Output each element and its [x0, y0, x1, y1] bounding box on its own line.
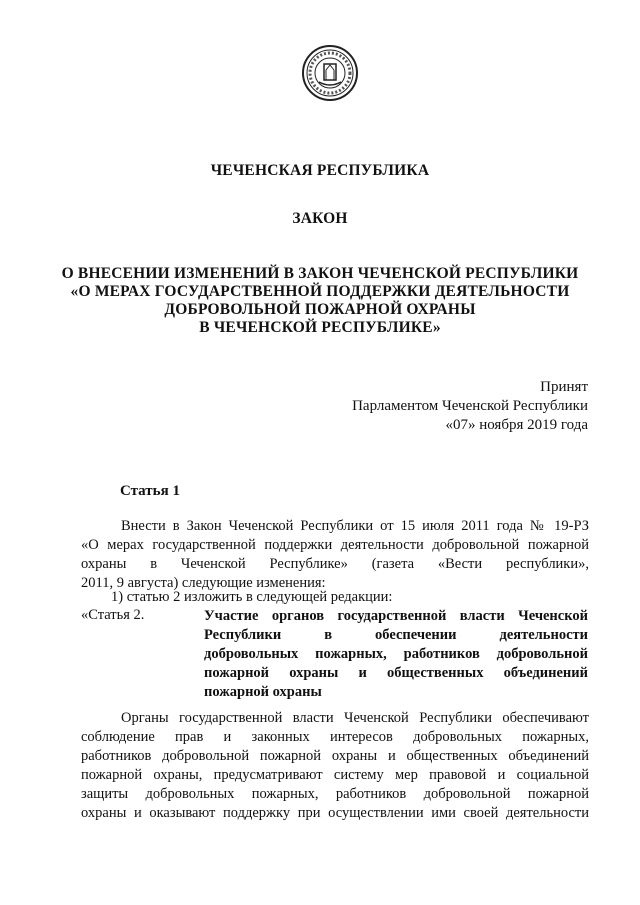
law-title [0, 265, 640, 337]
law-title-line: О ВНЕСЕНИИ ИЗМЕНЕНИЙ В ЗАКОН ЧЕЧЕНСКОЙ РЕСПУБЛИКИ [61, 265, 579, 282]
text-line: пожарной охраны и общественных объединений [204, 665, 588, 681]
article-heading: Статья 1 [120, 483, 180, 499]
article2-paragraph [81, 709, 589, 823]
article2-label: «Статья 2. [81, 607, 145, 623]
law-title-line: ДОБРОВОЛЬНОЙ ПОЖАРНОЙ ОХРАНЫ [164, 301, 476, 318]
text-line: «О мерах государственной поддержки деятельности добровольной пожарной [81, 537, 589, 553]
text-line: работников добровольной пожарной охраны и общественных объединений [81, 748, 589, 764]
text-line: Республики в обеспечении деятельности [204, 627, 588, 643]
adopted-label: Принят [540, 379, 588, 395]
text-line: пожарной охраны [204, 684, 322, 700]
republic-heading: ЧЕЧЕНСКАЯ РЕСПУБЛИКА [210, 162, 430, 179]
amendment-item: 1) статью 2 изложить в следующей редакции: [111, 589, 393, 605]
document-type: ЗАКОН [292, 210, 348, 227]
adopted-date: «07» ноября 2019 года [445, 417, 588, 433]
text-line: охраны в Чеченской Республике» (газета «Вести республики», [81, 556, 589, 572]
text-line: Внести в Закон Чеченской Республики от 15 июля 2011 года № 19-РЗ [121, 518, 589, 534]
text-line: добровольных пожарных, работников добровольной [204, 646, 588, 662]
text-line: Органы государственной власти Чеченской Республики обеспечивают [121, 710, 589, 726]
law-title-line: В ЧЕЧЕНСКОЙ РЕСПУБЛИКЕ» [199, 319, 441, 336]
adoption-block [352, 378, 588, 435]
adopted-by: Парламентом Чеченской Республики [352, 398, 588, 414]
text-line: пожарной охраны, предусматривают систему мер правовой и социальной [81, 767, 589, 783]
text-line: охраны и оказывают поддержку при осуществлении ими своей деятельности [81, 805, 589, 821]
coat-of-arms-icon [301, 44, 359, 102]
text-line: защиты добровольных пожарных, работников добровольной пожарной [81, 786, 589, 802]
article-intro [81, 517, 589, 593]
article2-title [204, 607, 588, 702]
text-line: соблюдение прав и законных интересов добровольных пожарных, [81, 729, 589, 745]
text-line: Участие органов государственной власти Чеченской [204, 608, 588, 624]
text-line: 2011, 9 августа) следующие изменения: [81, 575, 326, 591]
law-title-line: «О МЕРАХ ГОСУДАРСТВЕННОЙ ПОДДЕРЖКИ ДЕЯТЕЛЬНОСТИ [70, 283, 570, 300]
